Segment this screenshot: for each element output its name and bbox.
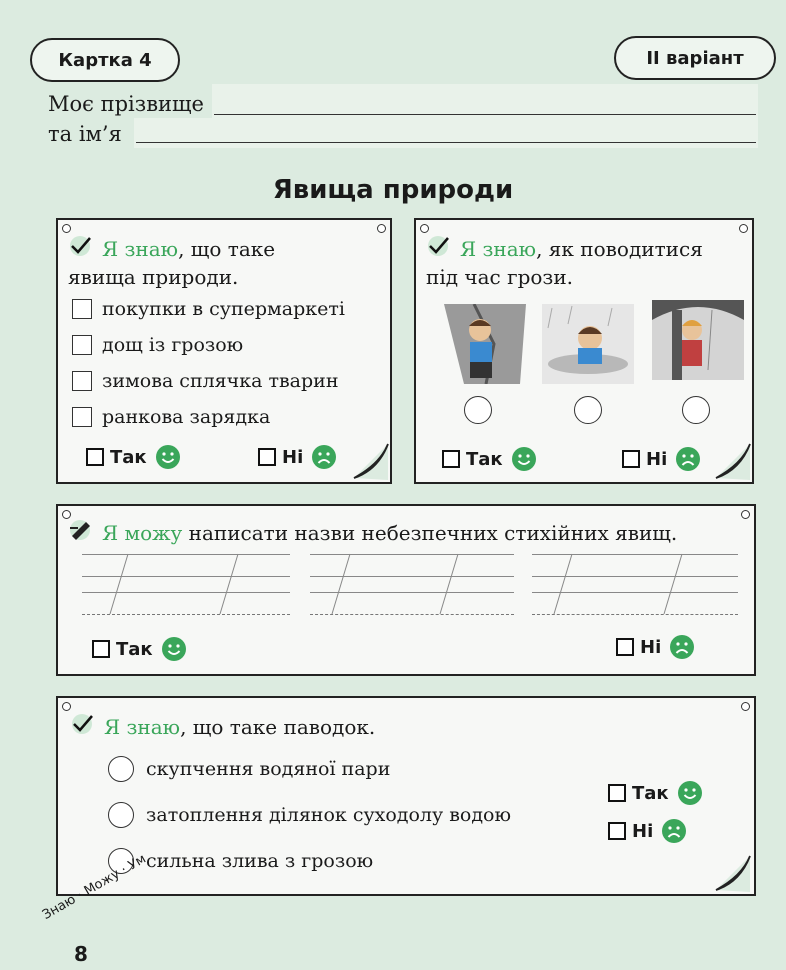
no-box[interactable] [622,450,640,468]
variant-label: ІІ варіант [646,47,744,69]
arc-text: Знаю · Можу · Ум [40,851,149,923]
no-box[interactable] [258,448,276,466]
no-checkbox[interactable] [622,446,701,472]
yes-box[interactable] [92,640,110,658]
name-label: та ім’я [48,122,122,146]
happy-face-icon [161,636,187,662]
card-natural-phenomena [56,218,392,484]
happy-face-icon [511,446,537,472]
child-hiding-under-rock-picture [434,304,526,384]
no-checkbox[interactable] [616,634,695,660]
option-label: дощ із грозою [102,334,244,356]
yes-label: Так [110,446,147,468]
no-label: Ні [632,820,654,842]
no-label: Ні [640,636,662,658]
card1-heading [68,234,275,291]
no-label: Ні [646,448,668,470]
checkmark-icon [68,234,102,263]
pin-icon [62,224,71,233]
happy-face-icon [155,444,181,470]
option-row[interactable] [108,848,373,874]
card3-prefix: Я можу [102,521,183,545]
no-checkbox[interactable] [608,818,687,844]
name-line [136,142,756,143]
yes-label: Так [116,638,153,660]
sad-face-icon [311,444,337,470]
yes-checkbox[interactable] [608,780,703,806]
card1-heading-line2: явища природи. [68,265,239,289]
checkmark-icon [70,712,104,741]
sad-face-icon [675,446,701,472]
option-row[interactable] [72,334,243,356]
yes-label: Так [466,448,503,470]
pin-icon [377,224,386,233]
option-label: затоплення ділянок суходолу водою [146,804,512,826]
page-curl-decoration [714,440,754,482]
yes-checkbox[interactable] [86,444,181,470]
no-box[interactable] [608,822,626,840]
pin-icon [741,702,750,711]
option-label: скупчення водяної пари [146,758,391,780]
yes-box[interactable] [442,450,460,468]
card-flood [56,696,756,896]
radio-circle[interactable] [108,802,134,828]
happy-face-icon [677,780,703,806]
option-label: сильна злива з грозою [146,850,374,872]
checkmark-icon [426,234,460,263]
card-natural-disasters [56,504,756,676]
answer-circle[interactable] [682,396,710,424]
yes-checkbox[interactable] [92,636,187,662]
page-title: Явища природи [272,175,514,205]
card2-heading-line1: , як поводитися [536,237,703,261]
pin-icon [62,702,71,711]
card2-prefix: Я знаю [460,237,537,261]
surname-line [214,114,756,115]
yes-checkbox[interactable] [442,446,537,472]
page-curl-decoration [714,852,754,894]
answer-circle[interactable] [574,396,602,424]
card4-prefix: Я знаю [104,715,181,739]
variant-pill [614,36,776,80]
child-in-water-picture [542,304,634,384]
no-label: Ні [282,446,304,468]
name-field[interactable] [134,118,758,148]
option-row[interactable] [72,298,345,320]
no-checkbox[interactable] [258,444,337,470]
card4-heading [70,712,375,741]
page-curl-decoration [352,440,392,482]
answer-circle[interactable] [464,396,492,424]
radio-circle[interactable] [108,756,134,782]
card4-heading-text: , що таке паводок. [180,715,376,739]
card3-heading-text: написати назви небезпечних стихійних явищ. [182,521,678,545]
card2-heading-line2: під час грози. [426,265,574,289]
option-label: покупки в супермаркеті [102,298,346,320]
surname-field[interactable] [212,84,758,118]
no-box[interactable] [616,638,634,656]
option-label: зимова сплячка тварин [102,370,339,392]
sad-face-icon [669,634,695,660]
card-number-pill [30,38,180,82]
surname-label: Моє прізвище [48,92,204,116]
card-number-label: Картка 4 [58,49,152,71]
page-number: 8 [74,942,88,966]
option-label: ранкова зарядка [102,406,271,428]
card1-prefix: Я знаю [102,237,179,261]
yes-box[interactable] [608,784,626,802]
option-row[interactable] [108,802,511,828]
checkbox[interactable] [72,371,92,391]
option-row[interactable] [72,370,339,392]
checkbox[interactable] [72,407,92,427]
sad-face-icon [661,818,687,844]
card2-heading [426,234,703,291]
yes-label: Так [632,782,669,804]
pin-icon [420,224,429,233]
card-thunderstorm-behavior [414,218,754,484]
checkbox[interactable] [72,299,92,319]
yes-box[interactable] [86,448,104,466]
pin-icon [739,224,748,233]
option-row[interactable] [72,406,270,428]
option-row[interactable] [108,756,390,782]
child-under-tree-picture [652,300,744,380]
card1-heading-line1: , що таке [178,237,276,261]
checkbox[interactable] [72,335,92,355]
